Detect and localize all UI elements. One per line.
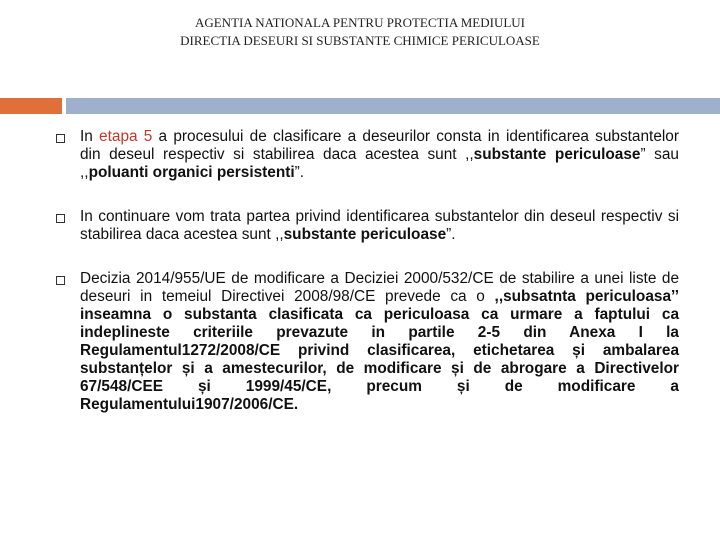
header-line-directorate: DIRECTIA DESEURI SI SUBSTANTE CHIMICE PERICULOASE <box>180 33 540 48</box>
bullet-text-3 <box>80 270 679 414</box>
bold-term: substante periculoase <box>473 146 641 163</box>
page-header <box>0 14 720 50</box>
accent-band-blue <box>66 98 720 114</box>
text-run: ”. <box>294 164 305 181</box>
header-line-agency: AGENTIA NATIONALA PENTRU PROTECTIA MEDIULUI <box>194 15 526 30</box>
bold-definition: ,,subsatnta periculoasa’’ inseamna o substanta clasificata ca periculoasa ca urmare a faptului ca indeplineste criteriile prevazute in partile 2-5 din Anexa I la Regulamentul1272/2008/CE privind clasificarea, etichetarea și ambalarea substanțelor și a amestecurilor, de modificare și de abrogare a Directivelor 67/548/CEE și 1999/45/CE, precum și de modificare a Regulamentului1907/2006/CE. <box>80 288 679 413</box>
text-run: a procesului de clasificare a deseurilor consta in identificarea substantelor din deseul respectiv si stabilirea daca acestea sunt ,, <box>80 128 679 163</box>
text-run: ”. <box>446 226 456 243</box>
square-bullet-icon <box>56 214 65 223</box>
square-bullet-icon <box>56 276 65 285</box>
square-bullet-icon <box>56 134 65 143</box>
highlight-etapa: etapa 5 <box>99 128 153 145</box>
bullet-text-1 <box>80 128 679 182</box>
bold-term: substante periculoase <box>283 226 447 243</box>
text-run: Decizia 2014/955/UE de modificare a Deciziei 2000/532/CE de stabilire a unei liste de deseuri in temeiul Directivei 2008/98/CE prevede ca o <box>80 270 679 305</box>
text-run: In <box>80 128 100 145</box>
bullet-item-3 <box>55 270 679 414</box>
bullet-text-2 <box>80 208 679 244</box>
accent-band-orange <box>0 98 62 114</box>
bullet-list <box>55 128 679 414</box>
bullet-item-2 <box>55 208 679 244</box>
text-run: In continuare vom trata partea privind identificarea substantelor din deseul respectiv si stabilirea daca acestea sunt ,, <box>80 208 679 243</box>
bullet-item-1 <box>55 128 679 182</box>
bold-term: poluanti organici persistenti <box>88 164 295 181</box>
text-run: ” sau ,, <box>80 146 679 181</box>
